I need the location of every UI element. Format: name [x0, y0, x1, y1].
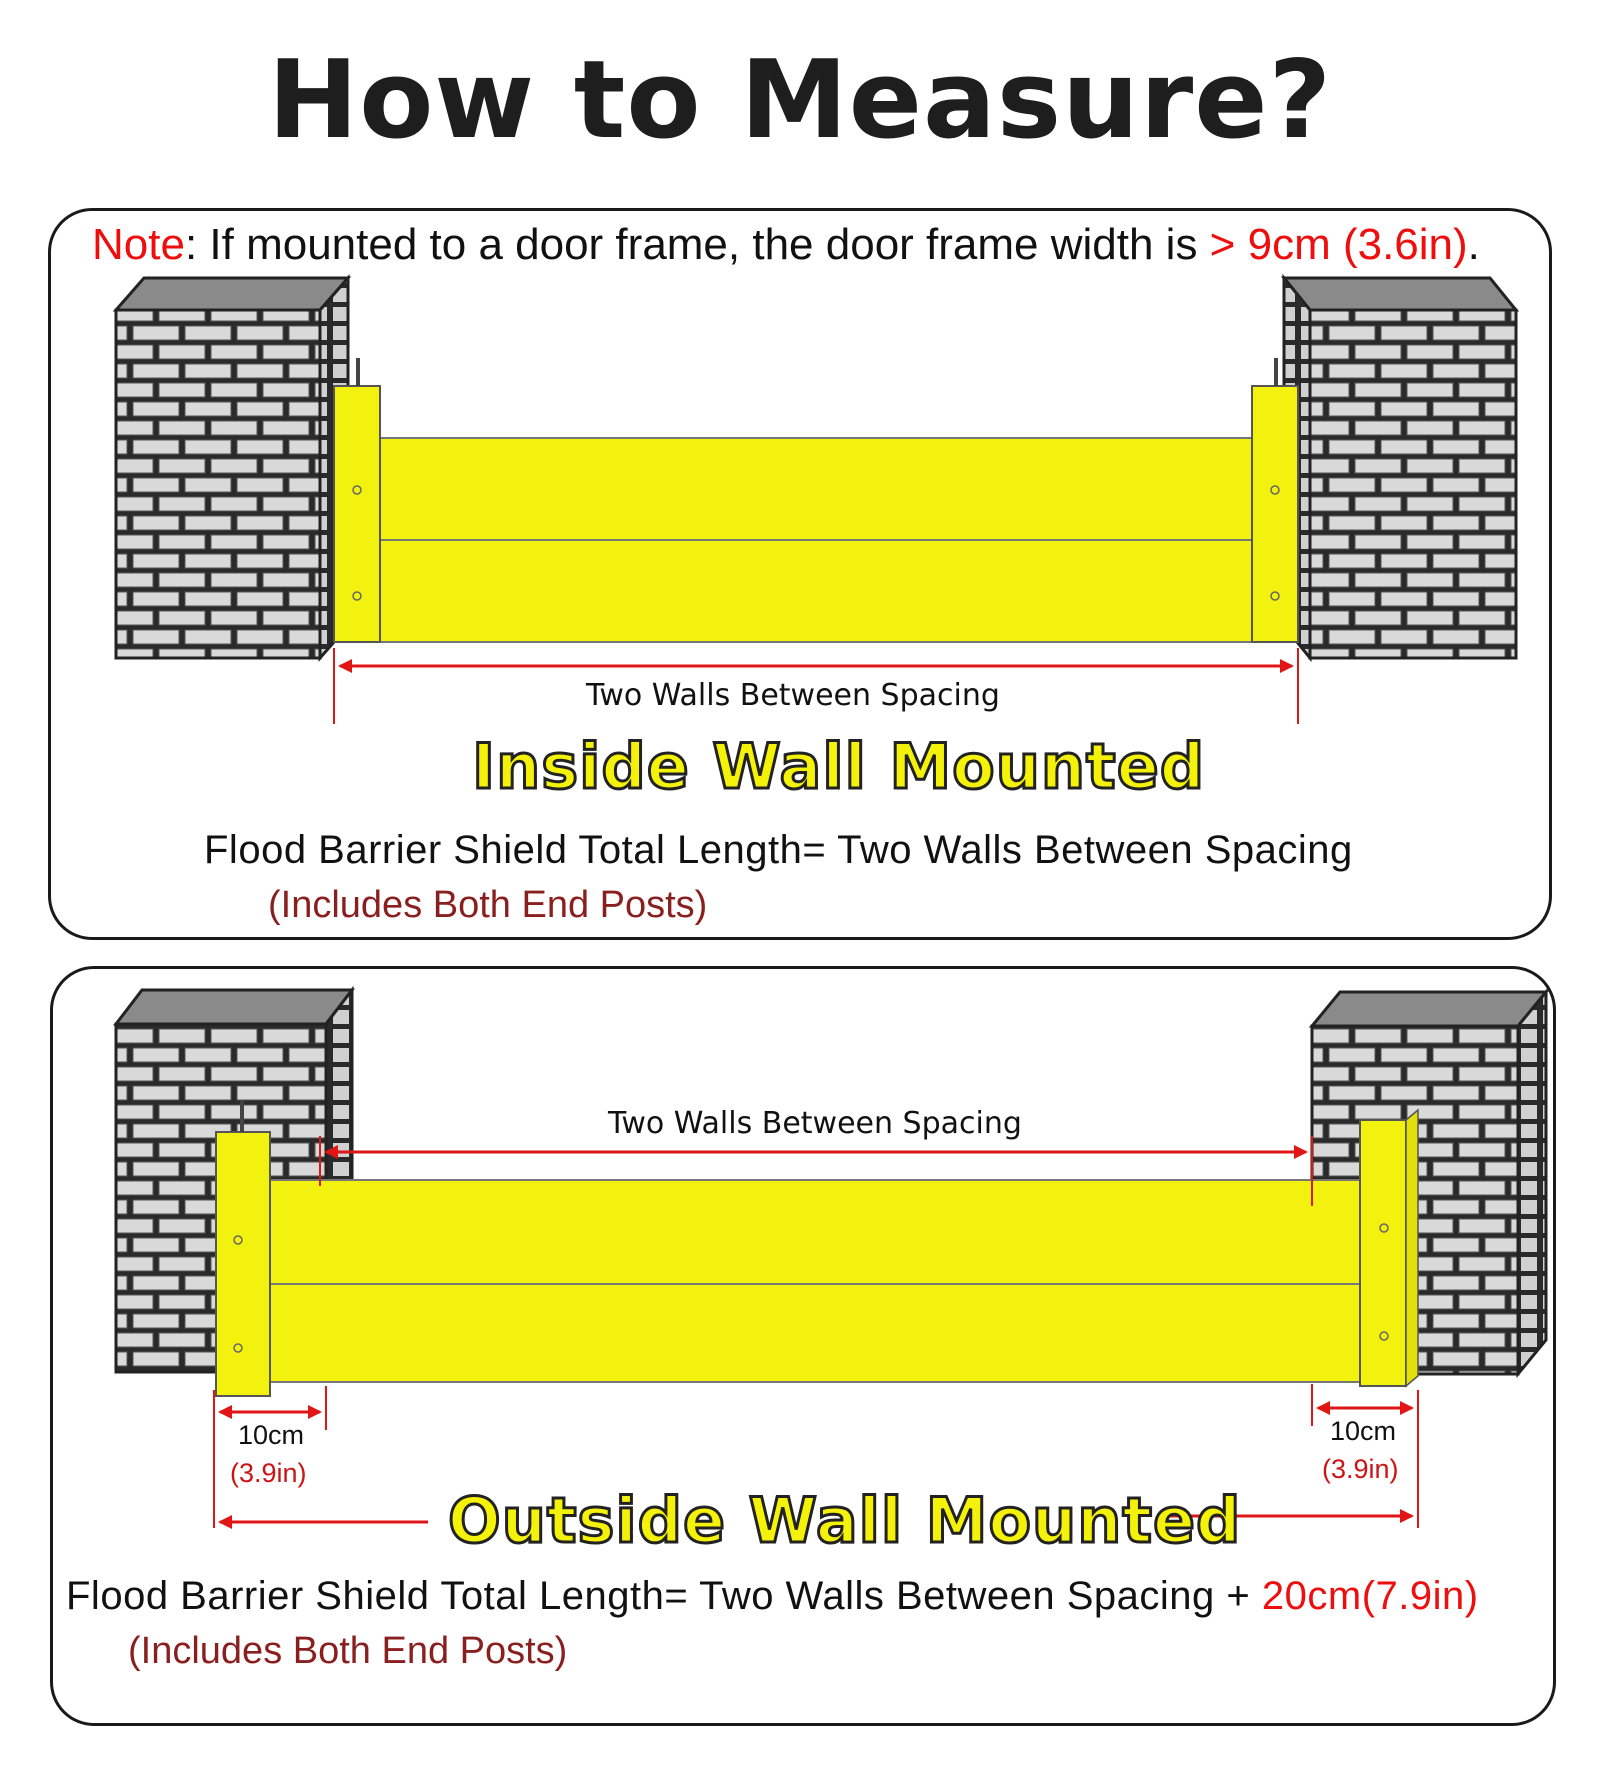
- note-text: : If mounted to a door frame, the door frame width is: [184, 220, 1210, 269]
- outside-includes-note: (Includes Both End Posts): [128, 1630, 568, 1672]
- outside-left-dim-cm: 10cm: [238, 1420, 305, 1450]
- outside-formula-main: Flood Barrier Shield Total Length= Two Walls Between Spacing +: [66, 1574, 1262, 1618]
- outside-formula: [66, 1574, 1479, 1619]
- note-suffix: .: [1467, 220, 1480, 269]
- inside-barrier: [334, 358, 1298, 642]
- outside-barrier: [216, 1100, 1418, 1396]
- outside-right-dim-cm: 10cm: [1330, 1416, 1397, 1446]
- inside-mount-title: Inside Wall Mounted: [472, 730, 1206, 803]
- outside-spacing-label: Two Walls Between Spacing: [608, 1106, 1022, 1141]
- outside-left-dim-arrow: [214, 1386, 326, 1528]
- inside-right-pillar: [1284, 278, 1516, 658]
- inside-formula: Flood Barrier Shield Total Length= Two Walls Between Spacing: [204, 828, 1353, 872]
- outside-right-dim-in: (3.9in): [1322, 1454, 1399, 1484]
- page-title: How to Measure?: [267, 38, 1333, 163]
- inside-includes-note: (Includes Both End Posts): [268, 884, 708, 926]
- note-prefix: Note: [92, 220, 185, 269]
- outside-mount-title: Outside Wall Mounted: [448, 1484, 1242, 1557]
- note-value: > 9cm (3.6in): [1209, 220, 1468, 269]
- inside-spacing-label: Two Walls Between Spacing: [586, 678, 1000, 713]
- door-frame-note: [92, 220, 1480, 270]
- outside-formula-extra: 20cm(7.9in): [1261, 1574, 1479, 1618]
- inside-left-pillar: [116, 278, 348, 658]
- outside-left-dim-in: (3.9in): [230, 1458, 307, 1488]
